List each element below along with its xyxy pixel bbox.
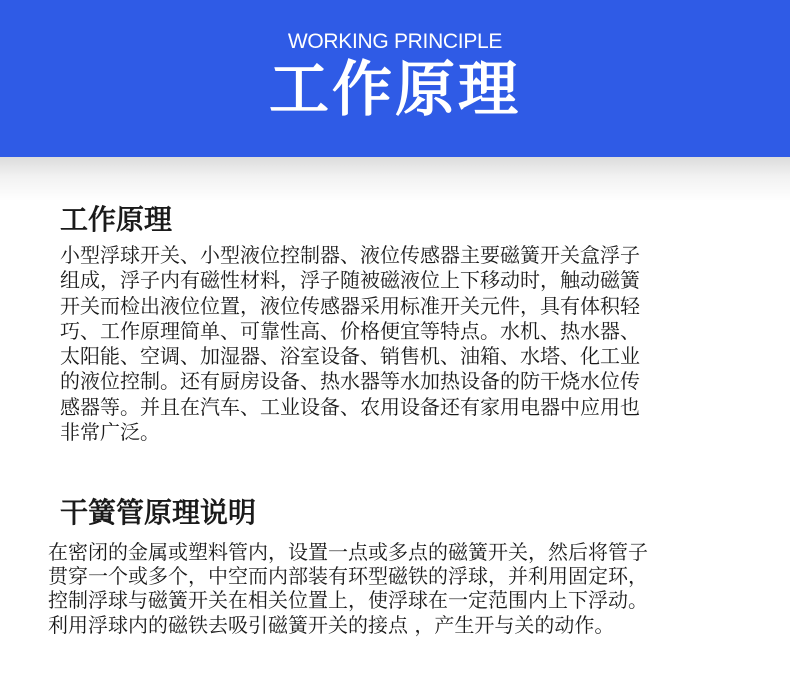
header-banner [0,0,790,157]
paragraph-line: 的液位控制。还有厨房设备、热水器等水加热设备的防干烧水位传 [60,369,640,394]
section-body-working-principle [60,243,640,445]
banner-title: 工作原理 [269,55,521,125]
banner-shadow [0,157,790,201]
section-heading-reed-switch: 干簧管原理说明 [60,496,257,529]
section-body-reed-switch [48,540,648,637]
paragraph-line: 巧、工作原理简单、可靠性高、价格便宜等特点。水机、热水器、 [60,318,640,343]
paragraph-line: 小型浮球开关、小型液位控制器、液位传感器主要磁簧开关盒浮子 [60,243,640,267]
paragraph-line: 在密闭的金属或塑料管内，设置一点或多点的磁簧开关，然后将管子 [48,540,648,564]
paragraph-line: 感器等。并且在汽车、工业设备、农用设备还有家用电器中应用也 [60,394,640,419]
paragraph-line: 太阳能、空调、加湿器、浴室设备、销售机、油箱、水塔、化工业 [60,344,640,369]
section-heading-working-principle: 工作原理 [60,203,173,236]
paragraph-line: 开关而检出液位位置，液位传感器采用标准开关元件，具有体积轻 [60,293,640,318]
paragraph-line: 非常广泛。 [60,420,160,445]
paragraph-line: 贯穿一个或多个，中空而内部装有环型磁铁的浮球，并利用固定环， [48,564,648,589]
paragraph-line: 利用浮球内的磁铁去吸引磁簧开关的接点 ，产生开与关的动作。 [48,612,615,637]
paragraph-line: 组成，浮子内有磁性材料，浮子随被磁液位上下移动时，触动磁簧 [60,268,640,293]
paragraph-line: 控制浮球与磁簧开关在相关位置上，使浮球在一定范围内上下浮动。 [48,588,648,613]
banner-subtitle: WORKING PRINCIPLE [287,30,503,53]
